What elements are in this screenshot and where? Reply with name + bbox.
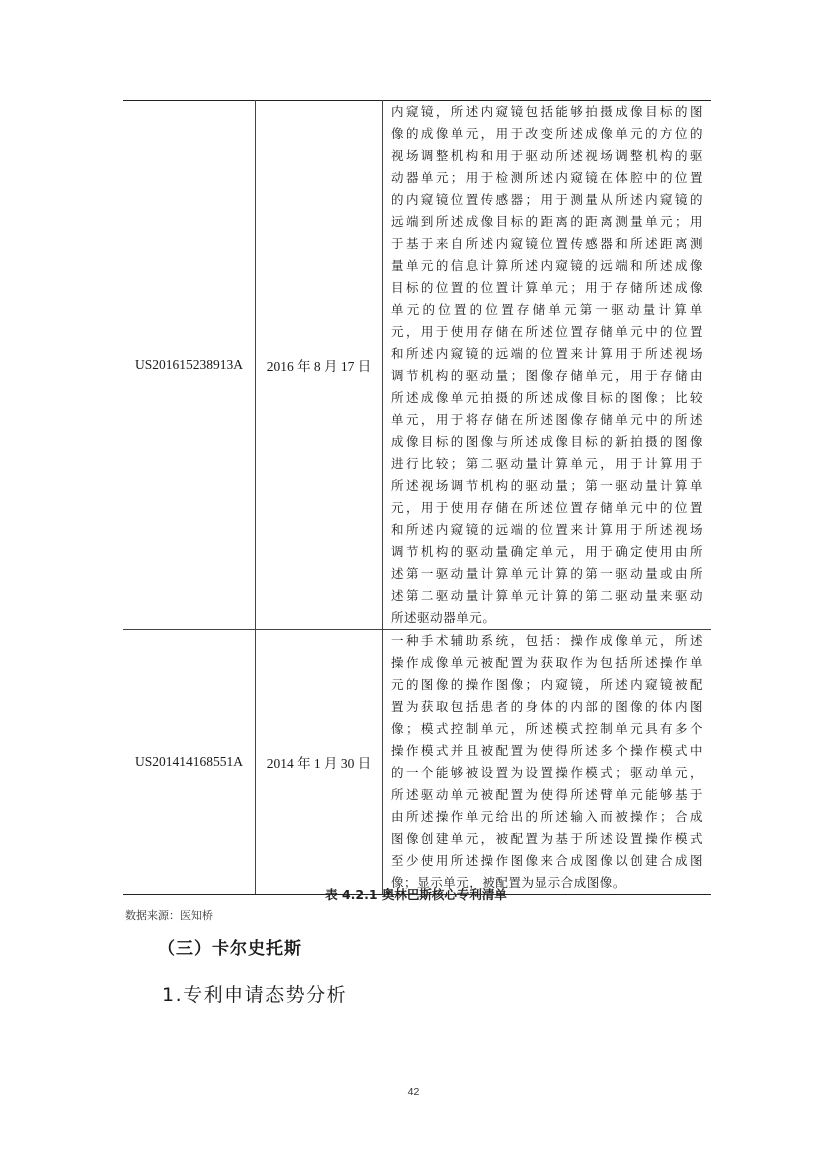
description-line: 的一个能够被设置为设置操作模式；驱动单元， xyxy=(391,765,703,780)
description-line: 进行比较；第二驱动量计算单元，用于计算用于 xyxy=(391,456,703,471)
description-line: 操作模式并且被配置为使得所述多个操作模式中 xyxy=(391,743,703,758)
description-line: 的内窥镜位置传感器；用于测量从所述内窥镜的 xyxy=(391,192,703,207)
description-cell xyxy=(383,101,712,630)
description-line: 像；显示单元，被配置为显示合成图像。 xyxy=(391,875,626,890)
table-caption: 表 4.2.1 奥林巴斯核心专利清单 xyxy=(325,887,507,902)
description-line: 远端到所述成像目标的距离的距离测量单元；用 xyxy=(391,214,703,229)
description-line: 单元，用于将存储在所述图像存储单元中的所述 xyxy=(391,412,703,427)
description-line: 元，用于使用存储在所述位置存储单元中的位置 xyxy=(391,500,703,515)
description-line: 内窥镜，所述内窥镜包括能够拍摄成像目标的图 xyxy=(391,104,703,119)
patent-number-cell: US201414168551A xyxy=(123,630,256,895)
table-row xyxy=(123,630,711,895)
description-line: 置为获取包括患者的身体的内部的图像的体内图 xyxy=(391,699,703,714)
page-number: 42 xyxy=(407,1086,420,1098)
description-line: 目标的位置的位置计算单元；用于存储所述成像 xyxy=(391,280,703,295)
description-line: 述第一驱动量计算单元计算的第一驱动量或由所 xyxy=(391,566,703,581)
description-line: 像的成像单元，用于改变所述成像单元的方位的 xyxy=(391,126,703,141)
description-line: 像；模式控制单元，所述模式控制单元具有多个 xyxy=(391,721,703,736)
description-line: 调节机构的驱动量；图像存储单元，用于存储由 xyxy=(391,368,703,383)
patent-number-cell: US201615238913A xyxy=(123,101,256,630)
description-line: 调节机构的驱动量确定单元，用于确定使用由所 xyxy=(391,544,703,559)
data-source-note: 数据来源：医知桥 xyxy=(125,909,213,922)
description-line: 视场调整机构和用于驱动所述视场调整机构的驱 xyxy=(391,148,703,163)
description-line: 动器单元；用于检测所述内窥镜在体腔中的位置 xyxy=(391,170,703,185)
description-line: 单元的位置的位置存储单元第一驱动量计算单 xyxy=(391,302,703,317)
description-line: 于基于来自所述内窥镜位置传感器和所述距离测 xyxy=(391,236,703,251)
description-line: 所述成像单元拍摄的所述成像目标的图像；比较 xyxy=(391,390,703,405)
description-line: 和所述内窥镜的远端的位置来计算用于所述视场 xyxy=(391,522,703,537)
description-line: 由所述操作单元给出的所述输入而被操作；合成 xyxy=(391,809,703,824)
table-row xyxy=(123,101,711,630)
description-line: 操作成像单元被配置为获取作为包括所述操作单 xyxy=(391,655,703,670)
description-cell xyxy=(383,630,712,895)
description-line: 至少使用所述操作图像来合成图像以创建合成图 xyxy=(391,853,703,868)
description-line: 述第二驱动量计算单元计算的第二驱动量来驱动 xyxy=(391,588,703,603)
description-line: 量单元的信息计算所述内窥镜的远端和所述成像 xyxy=(391,258,703,273)
patent-table xyxy=(123,100,711,895)
date-cell: 2016 年 8 月 17 日 xyxy=(256,101,383,630)
sub-heading: 1.专利申请态势分析 xyxy=(162,984,348,1006)
description-line: 所述驱动器单元。 xyxy=(391,610,496,625)
description-line: 和所述内窥镜的远端的位置来计算用于所述视场 xyxy=(391,346,703,361)
description-line: 元，用于使用存储在所述位置存储单元中的位置 xyxy=(391,324,703,339)
section-heading: （三）卡尔史托斯 xyxy=(158,939,302,959)
date-cell: 2014 年 1 月 30 日 xyxy=(256,630,383,895)
description-line: 图像创建单元，被配置为基于所述设置操作模式 xyxy=(391,831,703,846)
description-line: 所述视场调节机构的驱动量；第一驱动量计算单 xyxy=(391,478,703,493)
description-line: 成像目标的图像与所述成像目标的新拍摄的图像 xyxy=(391,434,703,449)
description-line: 一种手术辅助系统，包括：操作成像单元，所述 xyxy=(391,633,703,648)
description-line: 所述驱动单元被配置为使得所述臂单元能够基于 xyxy=(391,787,703,802)
description-line: 元的图像的操作图像；内窥镜，所述内窥镜被配 xyxy=(391,677,703,692)
